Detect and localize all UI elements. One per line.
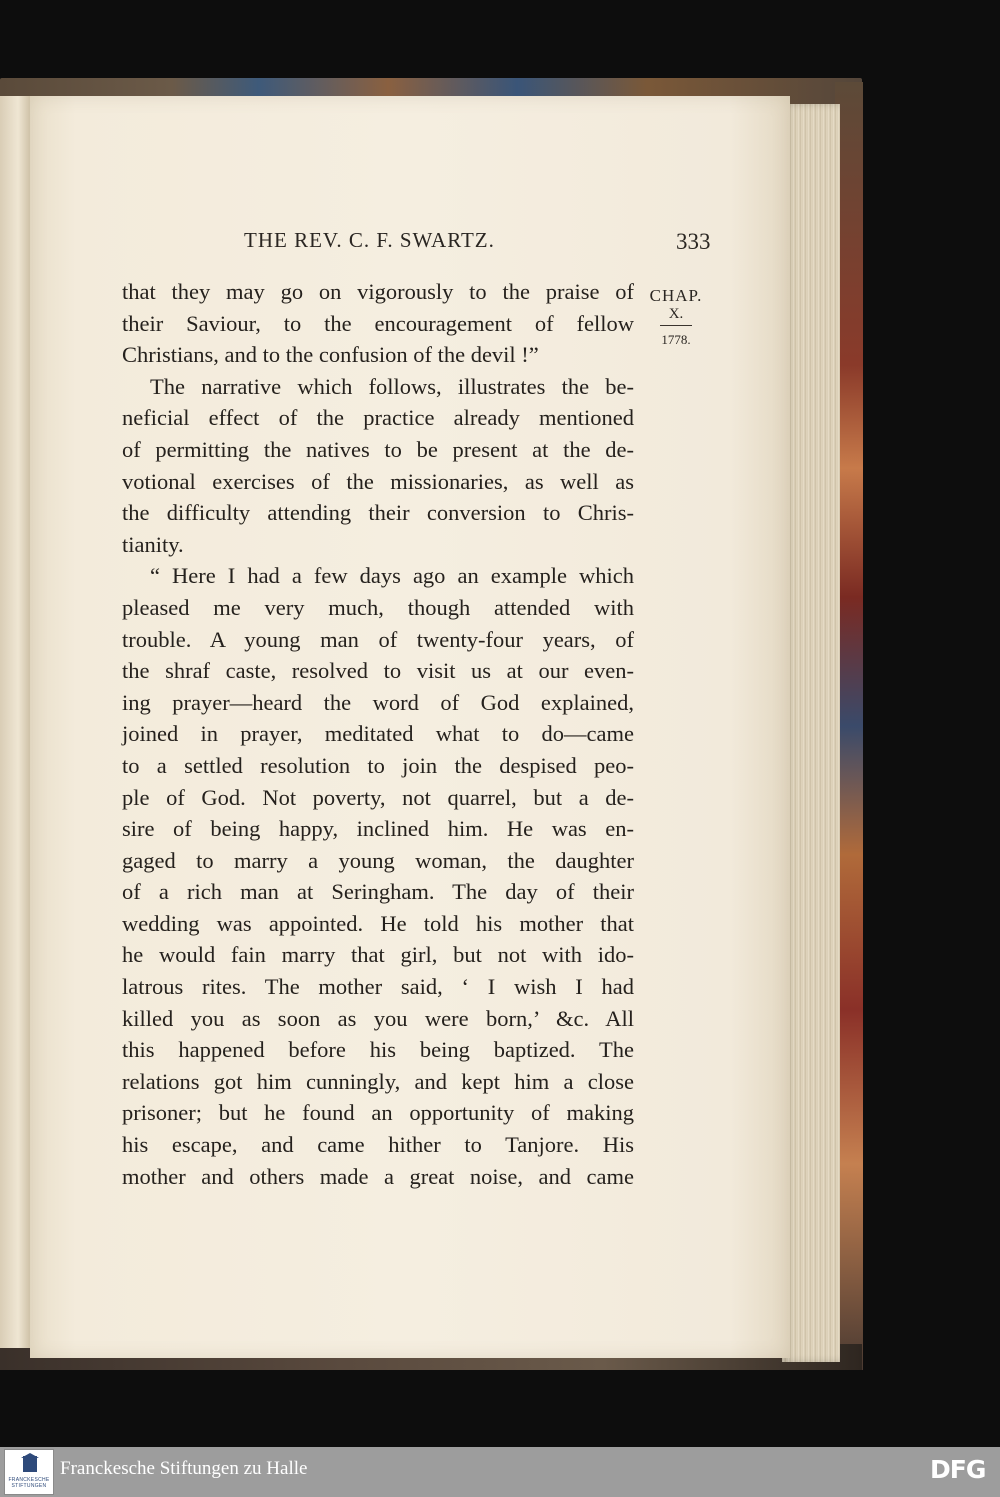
logo-text-bottom: STIFTUNGEN <box>11 1483 47 1489</box>
text-line: votional exercises of the missionaries, as well as <box>122 468 634 494</box>
text-line: Christians, and to the confusion of the devil !” <box>122 342 539 368</box>
text-line: pleased me very much, though attended with <box>122 594 634 620</box>
margin-note-chapter: CHAP. <box>649 286 703 305</box>
dfg-logo[interactable]: DFG <box>930 1455 986 1484</box>
text-line: ple of God. Not poverty, not quarrel, but a de- <box>122 784 634 810</box>
text-line: The narrative which follows, illustrates the be- <box>150 373 634 399</box>
text-line: of a rich man at Seringham. The day of their <box>122 879 634 905</box>
text-line: that they may go on vigorously to the praise of <box>122 279 634 304</box>
text-line: the difficulty attending their conversion to Chris- <box>122 500 634 526</box>
text-line: wedding was appointed. He told his mother that <box>122 910 634 936</box>
margin-note-rule <box>660 325 692 326</box>
facing-page-edge <box>0 96 30 1348</box>
margin-note-year: 1778. <box>661 332 691 347</box>
text-line: tianity. <box>122 531 184 557</box>
text-line: of permitting the natives to be present at the de- <box>122 436 634 462</box>
text-line: relations got him cunningly, and kept him a close <box>122 1068 634 1094</box>
body-text <box>122 276 634 1192</box>
building-icon <box>23 1456 37 1472</box>
text-line: gaged to marry a young woman, the daughter <box>122 847 634 873</box>
text-line: mother and others made a great noise, and came <box>122 1163 634 1189</box>
page-stack-fore-edge <box>782 104 840 1362</box>
text-line: neficial effect of the practice already mentioned <box>122 405 634 431</box>
logo-text <box>5 1477 53 1489</box>
text-line: ing prayer—heard the word of God explained, <box>122 689 634 715</box>
text-line: this happened before his being baptized. The <box>122 1037 634 1063</box>
text-line: his escape, and came hither to Tanjore. His <box>122 1132 634 1158</box>
text-line: latrous rites. The mother said, ‘ I wish I had <box>122 974 634 1000</box>
franckesche-stiftungen-logo[interactable] <box>4 1449 54 1495</box>
margin-note-chapter-number: X. <box>668 306 684 322</box>
text-line: killed you as soon as you were born,’ &c. All <box>122 1005 634 1031</box>
text-line: he would fain marry that girl, but not with ido- <box>122 942 634 968</box>
logo-text-top: FRANCKESCHE <box>8 1477 50 1483</box>
text-line: “ Here I had a few days ago an example which <box>150 563 634 589</box>
text-line: sire of being happy, inclined him. He was en- <box>122 816 634 842</box>
text-line: their Saviour, to the encouragement of fellow <box>122 310 634 336</box>
running-head: THE REV. C. F. SWARTZ. <box>244 228 495 252</box>
institution-name: Franckesche Stiftungen zu Halle <box>60 1458 308 1479</box>
text-line: the shraf caste, resolved to visit us at our even- <box>122 658 634 684</box>
text-line: prisoner; but he found an opportunity of making <box>122 1100 634 1126</box>
text-line: joined in prayer, meditated what to do—came <box>122 721 634 747</box>
viewer-footer-bar <box>0 1447 1000 1497</box>
margin-note <box>644 286 708 347</box>
text-line: to a settled resolution to join the despised peo- <box>122 752 634 778</box>
page-number: 333 <box>676 229 711 254</box>
text-line: trouble. A young man of twenty-four years, of <box>122 626 634 652</box>
